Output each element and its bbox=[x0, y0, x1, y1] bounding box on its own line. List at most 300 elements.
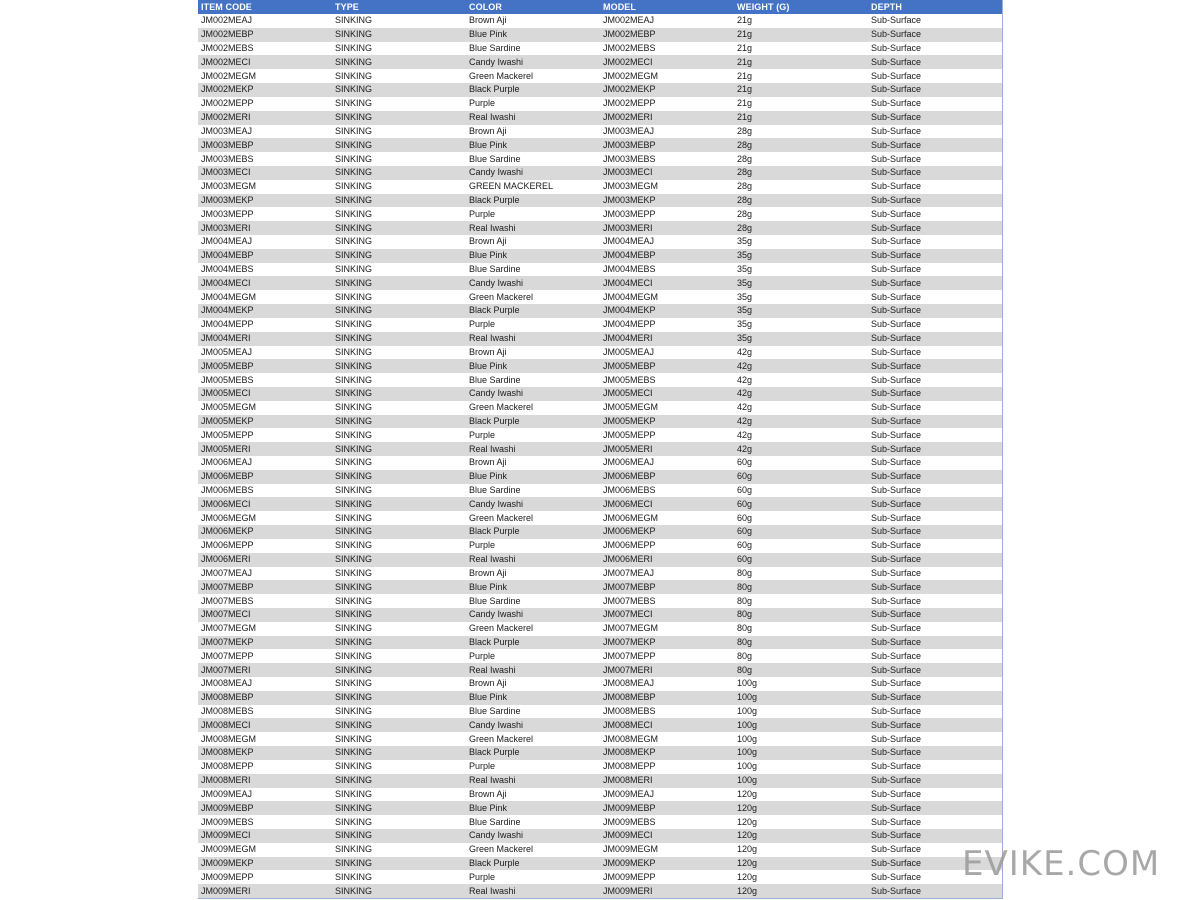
table-row bbox=[198, 180, 1002, 194]
header-item-code: ITEM CODE bbox=[198, 0, 332, 14]
cell-color: Black Purple bbox=[466, 83, 600, 97]
table-row bbox=[198, 539, 1002, 553]
table-row bbox=[198, 387, 1002, 401]
cell-depth: Sub-Surface bbox=[868, 55, 1002, 69]
cell-item-code: JM002MERI bbox=[198, 111, 332, 125]
cell-weight: 42g bbox=[734, 387, 868, 401]
cell-model: JM006MEGM bbox=[600, 511, 734, 525]
cell-weight: 21g bbox=[734, 55, 868, 69]
cell-model: JM006MEPP bbox=[600, 539, 734, 553]
cell-weight: 21g bbox=[734, 14, 868, 28]
cell-color: Brown Aji bbox=[466, 235, 600, 249]
table-row bbox=[198, 470, 1002, 484]
cell-depth: Sub-Surface bbox=[868, 732, 1002, 746]
cell-color: Black Purple bbox=[466, 194, 600, 208]
cell-type: SINKING bbox=[332, 774, 466, 788]
cell-weight: 21g bbox=[734, 97, 868, 111]
header-color: COLOR bbox=[466, 0, 600, 14]
cell-color: Candy Iwashi bbox=[466, 718, 600, 732]
cell-model: JM009MERI bbox=[600, 884, 734, 898]
cell-type: SINKING bbox=[332, 152, 466, 166]
cell-model: JM005MEKP bbox=[600, 415, 734, 429]
cell-type: SINKING bbox=[332, 318, 466, 332]
cell-model: JM008MEBS bbox=[600, 705, 734, 719]
table-row bbox=[198, 97, 1002, 111]
cell-type: SINKING bbox=[332, 525, 466, 539]
table-row bbox=[198, 884, 1002, 898]
cell-weight: 100g bbox=[734, 718, 868, 732]
cell-type: SINKING bbox=[332, 346, 466, 360]
cell-type: SINKING bbox=[332, 580, 466, 594]
cell-type: SINKING bbox=[332, 221, 466, 235]
table-row bbox=[198, 14, 1002, 28]
cell-item-code: JM004MEKP bbox=[198, 304, 332, 318]
cell-item-code: JM008MECI bbox=[198, 718, 332, 732]
cell-type: SINKING bbox=[332, 290, 466, 304]
cell-item-code: JM008MEPP bbox=[198, 760, 332, 774]
cell-depth: Sub-Surface bbox=[868, 290, 1002, 304]
table-row bbox=[198, 705, 1002, 719]
cell-weight: 28g bbox=[734, 152, 868, 166]
cell-depth: Sub-Surface bbox=[868, 456, 1002, 470]
cell-model: JM006MEBP bbox=[600, 470, 734, 484]
cell-item-code: JM007MEBP bbox=[198, 580, 332, 594]
cell-type: SINKING bbox=[332, 857, 466, 871]
cell-model: JM007MEPP bbox=[600, 649, 734, 663]
cell-model: JM009MECI bbox=[600, 829, 734, 843]
cell-model: JM008MEKP bbox=[600, 746, 734, 760]
cell-depth: Sub-Surface bbox=[868, 415, 1002, 429]
cell-item-code: JM003MERI bbox=[198, 221, 332, 235]
cell-model: JM009MEGM bbox=[600, 843, 734, 857]
cell-color: Purple bbox=[466, 539, 600, 553]
cell-type: SINKING bbox=[332, 166, 466, 180]
cell-weight: 100g bbox=[734, 760, 868, 774]
table-row bbox=[198, 774, 1002, 788]
cell-model: JM005MEPP bbox=[600, 428, 734, 442]
table-row bbox=[198, 111, 1002, 125]
cell-weight: 60g bbox=[734, 553, 868, 567]
cell-weight: 42g bbox=[734, 442, 868, 456]
table-row bbox=[198, 152, 1002, 166]
cell-type: SINKING bbox=[332, 387, 466, 401]
cell-color: Candy Iwashi bbox=[466, 608, 600, 622]
cell-depth: Sub-Surface bbox=[868, 428, 1002, 442]
cell-item-code: JM007MEGM bbox=[198, 622, 332, 636]
cell-weight: 60g bbox=[734, 525, 868, 539]
cell-weight: 60g bbox=[734, 470, 868, 484]
cell-depth: Sub-Surface bbox=[868, 125, 1002, 139]
table-row bbox=[198, 318, 1002, 332]
table-row bbox=[198, 55, 1002, 69]
cell-color: Blue Pink bbox=[466, 691, 600, 705]
cell-type: SINKING bbox=[332, 870, 466, 884]
cell-depth: Sub-Surface bbox=[868, 387, 1002, 401]
cell-item-code: JM008MEAJ bbox=[198, 677, 332, 691]
cell-item-code: JM005MEBP bbox=[198, 359, 332, 373]
cell-weight: 35g bbox=[734, 263, 868, 277]
table-row bbox=[198, 42, 1002, 56]
cell-weight: 42g bbox=[734, 428, 868, 442]
cell-color: Purple bbox=[466, 870, 600, 884]
cell-depth: Sub-Surface bbox=[868, 539, 1002, 553]
table-row bbox=[198, 746, 1002, 760]
cell-weight: 28g bbox=[734, 166, 868, 180]
cell-color: Real Iwashi bbox=[466, 553, 600, 567]
product-spec-table bbox=[198, 0, 1002, 898]
cell-weight: 100g bbox=[734, 677, 868, 691]
cell-color: Blue Sardine bbox=[466, 263, 600, 277]
table-row bbox=[198, 594, 1002, 608]
cell-model: JM002MEAJ bbox=[600, 14, 734, 28]
table-row bbox=[198, 166, 1002, 180]
cell-depth: Sub-Surface bbox=[868, 788, 1002, 802]
cell-weight: 120g bbox=[734, 843, 868, 857]
cell-type: SINKING bbox=[332, 442, 466, 456]
cell-model: JM004MECI bbox=[600, 276, 734, 290]
cell-depth: Sub-Surface bbox=[868, 691, 1002, 705]
cell-model: JM007MEBS bbox=[600, 594, 734, 608]
cell-type: SINKING bbox=[332, 470, 466, 484]
table-row bbox=[198, 801, 1002, 815]
cell-type: SINKING bbox=[332, 677, 466, 691]
cell-model: JM006MECI bbox=[600, 497, 734, 511]
cell-item-code: JM009MECI bbox=[198, 829, 332, 843]
cell-model: JM004MEBP bbox=[600, 249, 734, 263]
cell-color: Candy Iwashi bbox=[466, 276, 600, 290]
cell-weight: 80g bbox=[734, 567, 868, 581]
table-row bbox=[198, 622, 1002, 636]
cell-item-code: JM008MEBS bbox=[198, 705, 332, 719]
cell-weight: 80g bbox=[734, 580, 868, 594]
cell-model: JM003MEPP bbox=[600, 207, 734, 221]
cell-color: Blue Pink bbox=[466, 28, 600, 42]
cell-depth: Sub-Surface bbox=[868, 276, 1002, 290]
table-row bbox=[198, 263, 1002, 277]
cell-model: JM007MEGM bbox=[600, 622, 734, 636]
cell-color: Candy Iwashi bbox=[466, 55, 600, 69]
cell-type: SINKING bbox=[332, 801, 466, 815]
cell-color: Brown Aji bbox=[466, 788, 600, 802]
table-row bbox=[198, 580, 1002, 594]
cell-item-code: JM009MEBS bbox=[198, 815, 332, 829]
cell-model: JM004MEGM bbox=[600, 290, 734, 304]
cell-depth: Sub-Surface bbox=[868, 801, 1002, 815]
cell-depth: Sub-Surface bbox=[868, 304, 1002, 318]
cell-color: Green Mackerel bbox=[466, 290, 600, 304]
cell-color: Black Purple bbox=[466, 304, 600, 318]
cell-item-code: JM002MEGM bbox=[198, 69, 332, 83]
cell-weight: 42g bbox=[734, 401, 868, 415]
cell-depth: Sub-Surface bbox=[868, 663, 1002, 677]
cell-weight: 100g bbox=[734, 732, 868, 746]
cell-depth: Sub-Surface bbox=[868, 14, 1002, 28]
cell-color: Blue Sardine bbox=[466, 373, 600, 387]
cell-model: JM002MEBP bbox=[600, 28, 734, 42]
cell-model: JM007MERI bbox=[600, 663, 734, 677]
cell-item-code: JM003MEGM bbox=[198, 180, 332, 194]
cell-model: JM002MEPP bbox=[600, 97, 734, 111]
cell-weight: 35g bbox=[734, 235, 868, 249]
cell-weight: 21g bbox=[734, 111, 868, 125]
cell-color: Blue Pink bbox=[466, 249, 600, 263]
cell-type: SINKING bbox=[332, 276, 466, 290]
cell-weight: 100g bbox=[734, 691, 868, 705]
cell-color: Real Iwashi bbox=[466, 884, 600, 898]
cell-item-code: JM008MEBP bbox=[198, 691, 332, 705]
table-row bbox=[198, 567, 1002, 581]
cell-weight: 80g bbox=[734, 608, 868, 622]
cell-depth: Sub-Surface bbox=[868, 42, 1002, 56]
table-row bbox=[198, 28, 1002, 42]
cell-model: JM005MERI bbox=[600, 442, 734, 456]
table-row bbox=[198, 760, 1002, 774]
header-weight: WEIGHT (G) bbox=[734, 0, 868, 14]
cell-item-code: JM002MEBS bbox=[198, 42, 332, 56]
cell-color: Blue Pink bbox=[466, 801, 600, 815]
table-row bbox=[198, 691, 1002, 705]
cell-type: SINKING bbox=[332, 28, 466, 42]
cell-weight: 42g bbox=[734, 346, 868, 360]
cell-depth: Sub-Surface bbox=[868, 567, 1002, 581]
cell-model: JM008MECI bbox=[600, 718, 734, 732]
cell-depth: Sub-Surface bbox=[868, 760, 1002, 774]
cell-weight: 35g bbox=[734, 290, 868, 304]
table-row bbox=[198, 83, 1002, 97]
cell-depth: Sub-Surface bbox=[868, 180, 1002, 194]
cell-color: Real Iwashi bbox=[466, 111, 600, 125]
cell-item-code: JM009MEKP bbox=[198, 857, 332, 871]
cell-type: SINKING bbox=[332, 42, 466, 56]
cell-type: SINKING bbox=[332, 622, 466, 636]
cell-type: SINKING bbox=[332, 732, 466, 746]
cell-model: JM003MEGM bbox=[600, 180, 734, 194]
cell-model: JM004MEBS bbox=[600, 263, 734, 277]
cell-model: JM002MECI bbox=[600, 55, 734, 69]
cell-item-code: JM005MEBS bbox=[198, 373, 332, 387]
cell-item-code: JM005MEPP bbox=[198, 428, 332, 442]
cell-depth: Sub-Surface bbox=[868, 484, 1002, 498]
cell-depth: Sub-Surface bbox=[868, 580, 1002, 594]
cell-model: JM002MEKP bbox=[600, 83, 734, 97]
cell-model: JM005MEBS bbox=[600, 373, 734, 387]
product-spec-table-container bbox=[198, 0, 1003, 899]
cell-color: Black Purple bbox=[466, 746, 600, 760]
cell-model: JM004MEKP bbox=[600, 304, 734, 318]
cell-depth: Sub-Surface bbox=[868, 622, 1002, 636]
cell-color: Purple bbox=[466, 318, 600, 332]
cell-depth: Sub-Surface bbox=[868, 207, 1002, 221]
cell-item-code: JM002MEBP bbox=[198, 28, 332, 42]
cell-model: JM008MEBP bbox=[600, 691, 734, 705]
table-row bbox=[198, 359, 1002, 373]
cell-depth: Sub-Surface bbox=[868, 829, 1002, 843]
evike-watermark: EVIKE.COM bbox=[962, 844, 1161, 884]
cell-color: Real Iwashi bbox=[466, 442, 600, 456]
cell-color: Green Mackerel bbox=[466, 843, 600, 857]
cell-color: Candy Iwashi bbox=[466, 387, 600, 401]
table-row bbox=[198, 221, 1002, 235]
cell-model: JM007MEKP bbox=[600, 636, 734, 650]
cell-item-code: JM007MEKP bbox=[198, 636, 332, 650]
cell-weight: 21g bbox=[734, 83, 868, 97]
table-row bbox=[198, 718, 1002, 732]
cell-model: JM003MEKP bbox=[600, 194, 734, 208]
cell-color: Real Iwashi bbox=[466, 221, 600, 235]
cell-depth: Sub-Surface bbox=[868, 83, 1002, 97]
table-header-row bbox=[198, 0, 1002, 14]
cell-item-code: JM009MEGM bbox=[198, 843, 332, 857]
cell-color: Brown Aji bbox=[466, 346, 600, 360]
cell-depth: Sub-Surface bbox=[868, 235, 1002, 249]
cell-type: SINKING bbox=[332, 111, 466, 125]
table-row bbox=[198, 332, 1002, 346]
cell-depth: Sub-Surface bbox=[868, 594, 1002, 608]
cell-type: SINKING bbox=[332, 497, 466, 511]
cell-weight: 100g bbox=[734, 746, 868, 760]
cell-type: SINKING bbox=[332, 83, 466, 97]
cell-color: Purple bbox=[466, 760, 600, 774]
cell-model: JM002MERI bbox=[600, 111, 734, 125]
cell-weight: 42g bbox=[734, 359, 868, 373]
cell-item-code: JM004MEBS bbox=[198, 263, 332, 277]
table-row bbox=[198, 815, 1002, 829]
cell-type: SINKING bbox=[332, 636, 466, 650]
header-type: TYPE bbox=[332, 0, 466, 14]
cell-item-code: JM006MEPP bbox=[198, 539, 332, 553]
cell-weight: 120g bbox=[734, 870, 868, 884]
cell-color: Real Iwashi bbox=[466, 332, 600, 346]
cell-color: Candy Iwashi bbox=[466, 829, 600, 843]
table-row bbox=[198, 649, 1002, 663]
cell-item-code: JM002MEAJ bbox=[198, 14, 332, 28]
cell-weight: 35g bbox=[734, 276, 868, 290]
cell-color: Blue Sardine bbox=[466, 594, 600, 608]
cell-model: JM003MECI bbox=[600, 166, 734, 180]
cell-item-code: JM004MEBP bbox=[198, 249, 332, 263]
cell-type: SINKING bbox=[332, 594, 466, 608]
cell-type: SINKING bbox=[332, 249, 466, 263]
cell-weight: 28g bbox=[734, 221, 868, 235]
header-depth: DEPTH bbox=[868, 0, 1002, 14]
cell-item-code: JM002MEKP bbox=[198, 83, 332, 97]
table-row bbox=[198, 608, 1002, 622]
cell-weight: 28g bbox=[734, 125, 868, 139]
table-row bbox=[198, 636, 1002, 650]
cell-color: Black Purple bbox=[466, 415, 600, 429]
cell-item-code: JM004MECI bbox=[198, 276, 332, 290]
cell-weight: 120g bbox=[734, 788, 868, 802]
cell-type: SINKING bbox=[332, 456, 466, 470]
cell-model: JM009MEAJ bbox=[600, 788, 734, 802]
cell-type: SINKING bbox=[332, 415, 466, 429]
cell-depth: Sub-Surface bbox=[868, 511, 1002, 525]
table-row bbox=[198, 207, 1002, 221]
cell-item-code: JM005MECI bbox=[198, 387, 332, 401]
cell-model: JM006MEKP bbox=[600, 525, 734, 539]
cell-model: JM005MEGM bbox=[600, 401, 734, 415]
table-row bbox=[198, 788, 1002, 802]
cell-weight: 28g bbox=[734, 138, 868, 152]
cell-color: Brown Aji bbox=[466, 125, 600, 139]
cell-model: JM003MERI bbox=[600, 221, 734, 235]
cell-item-code: JM003MECI bbox=[198, 166, 332, 180]
cell-item-code: JM006MECI bbox=[198, 497, 332, 511]
table-row bbox=[198, 290, 1002, 304]
cell-type: SINKING bbox=[332, 55, 466, 69]
cell-weight: 60g bbox=[734, 456, 868, 470]
cell-depth: Sub-Surface bbox=[868, 884, 1002, 898]
cell-color: Purple bbox=[466, 207, 600, 221]
cell-color: Blue Pink bbox=[466, 138, 600, 152]
cell-depth: Sub-Surface bbox=[868, 857, 1002, 871]
cell-type: SINKING bbox=[332, 194, 466, 208]
cell-depth: Sub-Surface bbox=[868, 815, 1002, 829]
cell-depth: Sub-Surface bbox=[868, 401, 1002, 415]
cell-type: SINKING bbox=[332, 180, 466, 194]
cell-depth: Sub-Surface bbox=[868, 138, 1002, 152]
cell-model: JM007MEAJ bbox=[600, 567, 734, 581]
cell-type: SINKING bbox=[332, 760, 466, 774]
cell-model: JM006MEAJ bbox=[600, 456, 734, 470]
table-row bbox=[198, 456, 1002, 470]
cell-model: JM008MERI bbox=[600, 774, 734, 788]
cell-weight: 35g bbox=[734, 249, 868, 263]
cell-type: SINKING bbox=[332, 649, 466, 663]
cell-weight: 21g bbox=[734, 69, 868, 83]
table-row bbox=[198, 138, 1002, 152]
cell-depth: Sub-Surface bbox=[868, 263, 1002, 277]
cell-depth: Sub-Surface bbox=[868, 718, 1002, 732]
cell-item-code: JM008MERI bbox=[198, 774, 332, 788]
cell-model: JM009MEKP bbox=[600, 857, 734, 871]
cell-weight: 60g bbox=[734, 484, 868, 498]
cell-item-code: JM007MEAJ bbox=[198, 567, 332, 581]
cell-type: SINKING bbox=[332, 691, 466, 705]
table-row bbox=[198, 69, 1002, 83]
table-row bbox=[198, 249, 1002, 263]
table-row bbox=[198, 304, 1002, 318]
cell-weight: 80g bbox=[734, 649, 868, 663]
cell-weight: 120g bbox=[734, 829, 868, 843]
cell-color: Real Iwashi bbox=[466, 663, 600, 677]
cell-color: Blue Sardine bbox=[466, 705, 600, 719]
cell-depth: Sub-Surface bbox=[868, 373, 1002, 387]
cell-model: JM009MEPP bbox=[600, 870, 734, 884]
cell-depth: Sub-Surface bbox=[868, 318, 1002, 332]
cell-depth: Sub-Surface bbox=[868, 553, 1002, 567]
cell-color: Brown Aji bbox=[466, 456, 600, 470]
cell-item-code: JM002MEPP bbox=[198, 97, 332, 111]
cell-model: JM008MEGM bbox=[600, 732, 734, 746]
table-body bbox=[198, 14, 1002, 898]
cell-type: SINKING bbox=[332, 511, 466, 525]
cell-type: SINKING bbox=[332, 884, 466, 898]
cell-type: SINKING bbox=[332, 359, 466, 373]
cell-type: SINKING bbox=[332, 746, 466, 760]
cell-color: Candy Iwashi bbox=[466, 497, 600, 511]
cell-model: JM002MEBS bbox=[600, 42, 734, 56]
cell-model: JM009MEBS bbox=[600, 815, 734, 829]
cell-weight: 120g bbox=[734, 857, 868, 871]
cell-depth: Sub-Surface bbox=[868, 497, 1002, 511]
cell-model: JM004MERI bbox=[600, 332, 734, 346]
cell-item-code: JM009MEAJ bbox=[198, 788, 332, 802]
cell-item-code: JM006MERI bbox=[198, 553, 332, 567]
cell-color: Green Mackerel bbox=[466, 69, 600, 83]
table-row bbox=[198, 235, 1002, 249]
cell-depth: Sub-Surface bbox=[868, 166, 1002, 180]
